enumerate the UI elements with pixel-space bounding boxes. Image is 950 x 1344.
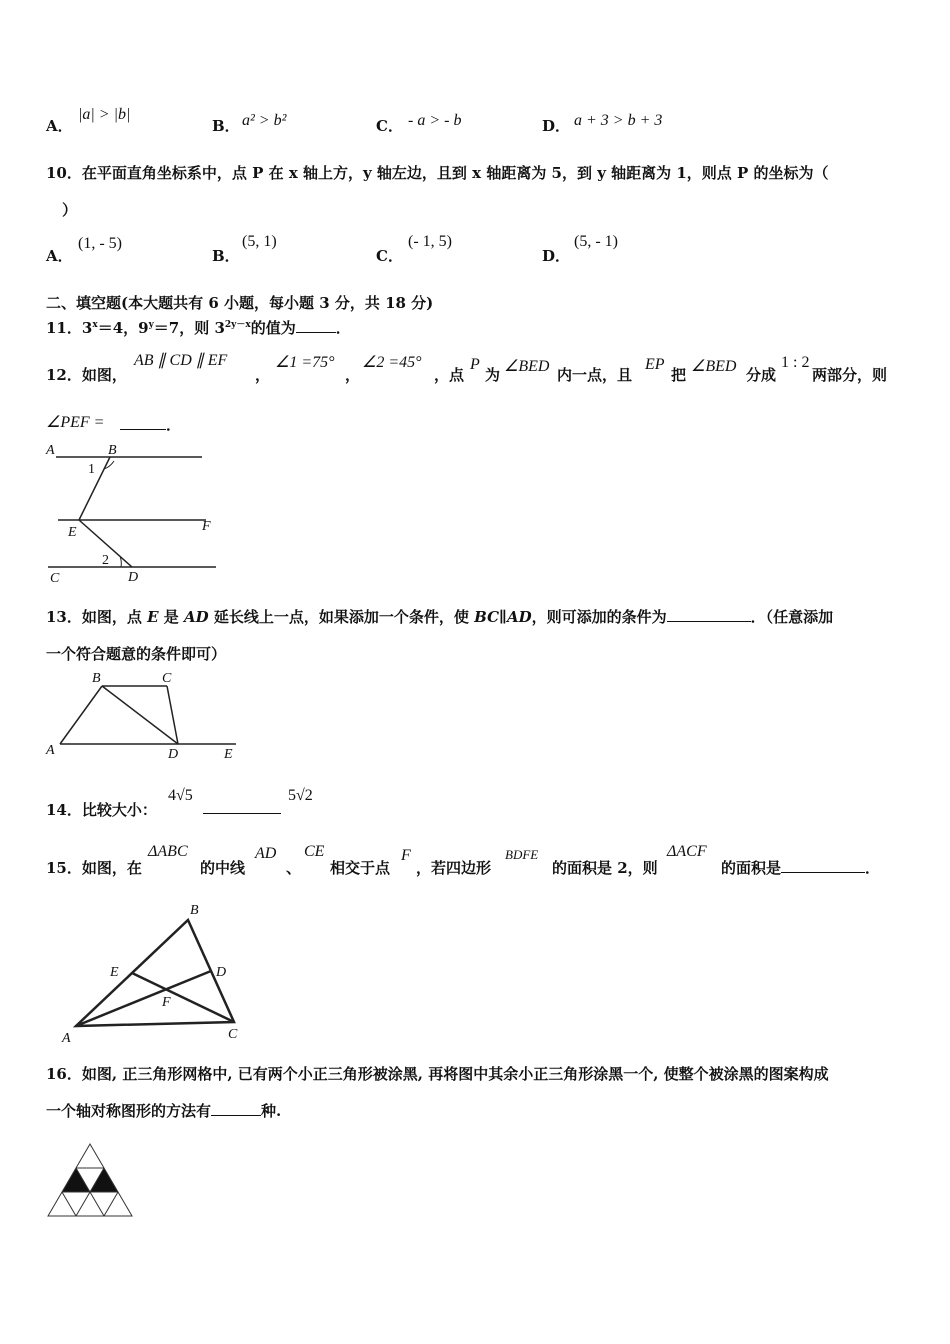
grid-outline: [48, 1144, 132, 1216]
q10-option-c-expr: (- 1, 5): [408, 233, 452, 250]
q16-stem-line2: [46, 1100, 281, 1121]
label-d: D: [168, 747, 179, 762]
q12-angle1: ∠1 =75°: [275, 354, 335, 371]
q12-text: 把: [671, 366, 687, 384]
q16-answer-blank[interactable]: [211, 1101, 261, 1116]
label-e: E: [110, 965, 119, 980]
grid-line: [62, 1192, 76, 1216]
q15-point-f: F: [401, 847, 411, 864]
grid-line: [104, 1192, 118, 1216]
q11-answer-blank[interactable]: [296, 318, 336, 333]
q9-option-b-label: B．: [212, 117, 240, 135]
q13-stem-line2: 一个符合题意的条件即可）: [46, 645, 227, 663]
q12-angle-pef: ∠PEF =: [46, 414, 105, 431]
label-b: B: [92, 671, 101, 686]
q12-point-p: P: [470, 356, 480, 373]
q13-trapezoid-figure: [44, 670, 240, 762]
q12-text: ，点: [434, 366, 465, 384]
q11-stem: [46, 317, 351, 338]
q11-sup-x: x: [92, 320, 98, 330]
q10-option-b-expr: (5, 1): [242, 233, 277, 250]
q12-end: ．: [166, 416, 182, 434]
q13-part: 是: [158, 608, 184, 626]
q12-text: 两部分，则: [812, 366, 888, 384]
q10-stem-close: ）: [62, 201, 78, 219]
q15-median-ce: CE: [304, 843, 325, 860]
q12-sep: ，: [255, 366, 271, 384]
q12-text: 内一点，且: [557, 366, 633, 384]
q13-bc-parallel-ad: BC∥AD: [474, 608, 532, 626]
q16-part: 一个轴对称图形的方法有: [46, 1102, 212, 1120]
q13-part: 延长线上一点，如果添加一个条件，使: [208, 608, 475, 626]
q12-answer-line: [120, 414, 181, 435]
q16-triangle-grid-figure: [46, 1138, 138, 1220]
q15-text: 的面积是: [721, 859, 782, 877]
q9-option-c-expr: - a > - b: [408, 112, 462, 129]
q15-text: 的面积是 2，则: [552, 859, 658, 877]
q13-answer-blank[interactable]: [667, 607, 751, 622]
label-angle-2: 2: [102, 553, 109, 568]
label-angle-1: 1: [88, 462, 95, 477]
q12-parallel: AB ∥ CD ∥ EF: [134, 352, 228, 369]
q12-angle-bed: ∠BED: [504, 358, 550, 375]
q14-answer-blank-wrap: [203, 799, 281, 818]
q14-label: 14．比较大小：: [46, 801, 157, 819]
label-e: E: [68, 525, 77, 540]
q12-ep: EP: [645, 356, 665, 373]
q15-text: 15．如图，在: [46, 859, 142, 877]
q15-end: ．: [865, 859, 881, 877]
label-d: D: [128, 570, 139, 585]
q15-text: 相交于点: [330, 859, 391, 877]
q14-right-expr: 5√2: [288, 787, 313, 804]
label-e: E: [224, 747, 233, 762]
q9-option-c-label: C．: [376, 117, 403, 135]
label-b: B: [108, 443, 117, 458]
q11-part: ＝4，9: [97, 319, 149, 337]
label-c: C: [162, 671, 172, 686]
q15-triangle-acf: ΔACF: [667, 843, 707, 860]
segment-ab: [60, 686, 102, 744]
q15-triangle-abc: ΔABC: [148, 843, 188, 860]
q13-point-e: E: [147, 608, 159, 626]
segment-cd: [167, 686, 178, 744]
q10-option-a-expr: (1, - 5): [78, 235, 122, 252]
q12-ratio: 1 : 2: [781, 354, 810, 371]
section-heading-fill-in: 二、填空题(本大题共有 6 小题，每小题 3 分，共 18 分): [46, 294, 434, 312]
q15-text: 的中线: [200, 859, 246, 877]
label-b: B: [190, 903, 199, 918]
q11-sup-exp: 2y－x: [224, 320, 251, 330]
label-d: D: [216, 965, 227, 980]
q13-part: ，则可添加的条件为: [531, 608, 667, 626]
q11-part: ＝7，则 3: [153, 319, 225, 337]
label-c: C: [228, 1027, 238, 1042]
q15-answer-blank[interactable]: [781, 858, 865, 873]
q10-option-c-label: C．: [376, 247, 403, 265]
q13-part: 13．如图，点: [46, 608, 148, 626]
q10-stem: 10．在平面直角坐标系中，点 P 在 x 轴上方，y 轴左边，且到 x 轴距离为 5，到 y 轴距离为 1，则点 P 的坐标为（: [46, 164, 829, 182]
q10-option-a-label: A．: [46, 247, 73, 265]
q11-part: 的值为: [250, 319, 296, 337]
q9-option-d-expr: a + 3 > b + 3: [574, 112, 663, 129]
q14-answer-blank[interactable]: [203, 799, 281, 814]
q16-part: 种.: [261, 1102, 282, 1120]
q12-text: 为: [485, 366, 501, 384]
q13-part: ．（任意添加: [750, 608, 834, 626]
q10-option-d-expr: (5, - 1): [574, 233, 618, 250]
q9-option-d-label: D．: [542, 117, 571, 135]
q12-sep: ，: [345, 366, 361, 384]
q11-end: ．: [335, 319, 351, 337]
shaded-triangle-left: [62, 1168, 90, 1192]
q16-stem-line1: 16．如图, 正三角形网格中, 已有两个小正三角形被涂黑, 再将图中其余小正三角形涂黑一个, 使整个被涂黑的图案构成: [46, 1065, 829, 1083]
q11-part: 11．3: [46, 319, 93, 337]
q9-option-b-expr: a² > b²: [242, 112, 287, 129]
q15-median-ad: AD: [255, 845, 277, 862]
q11-sup-y: y: [148, 320, 154, 330]
segment-bd: [102, 686, 178, 744]
q15-answer-line: [721, 857, 880, 878]
q9-option-a-expr: |a| > |b|: [78, 106, 131, 123]
q12-angle2: ∠2 =45°: [362, 354, 422, 371]
shaded-triangle-right: [90, 1168, 118, 1192]
q12-parallel-lines-figure: [44, 440, 224, 588]
q15-quad-bdfe: BDFE: [505, 847, 539, 862]
q12-text: 分成: [746, 366, 777, 384]
q12-angle-bed-2: ∠BED: [691, 358, 737, 375]
q15-text: 、: [286, 859, 302, 877]
q13-segment-ad: AD: [184, 608, 209, 626]
q9-option-a-label: A．: [46, 117, 73, 135]
q10-option-d-label: D．: [542, 247, 571, 265]
label-f: F: [162, 995, 171, 1010]
q15-triangle-figure: [58, 898, 248, 1048]
label-f: F: [202, 519, 211, 534]
label-a: A: [62, 1031, 71, 1046]
q10-option-b-label: B．: [212, 247, 240, 265]
q15-text: ，若四边形: [416, 859, 492, 877]
q12-num: 12．如图，: [46, 366, 127, 384]
label-c: C: [50, 571, 60, 586]
label-a: A: [46, 443, 55, 458]
q14-left-expr: 4√5: [168, 787, 193, 804]
label-a: A: [46, 743, 55, 758]
q12-answer-blank[interactable]: [120, 415, 166, 430]
q13-stem: [46, 606, 833, 627]
